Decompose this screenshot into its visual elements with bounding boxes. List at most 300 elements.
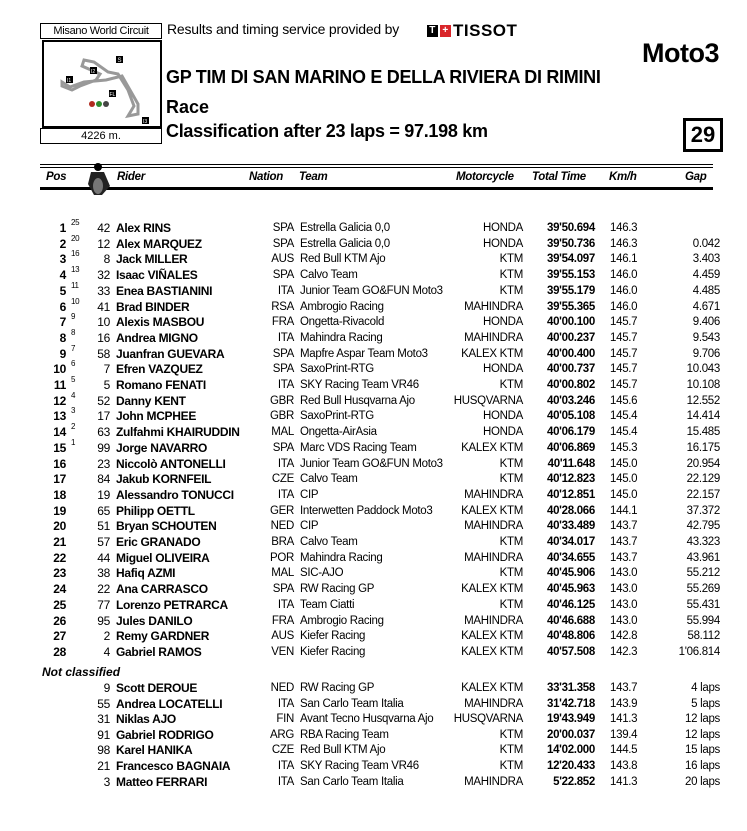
points: 7 xyxy=(71,343,76,353)
col-header-team: Team xyxy=(299,171,328,183)
nation: FIN xyxy=(276,713,294,726)
rider-number: 23 xyxy=(97,456,110,471)
nation: FRA xyxy=(271,316,294,329)
nation: SPA xyxy=(272,269,294,282)
motorcycle: MAHINDRA xyxy=(464,520,523,533)
total-time: 40'46.125 xyxy=(546,598,595,611)
rider-name: Philipp OETTL xyxy=(116,503,195,518)
speed-kmh: 142.3 xyxy=(610,645,638,658)
rider-number: 19 xyxy=(97,487,110,502)
total-time: 31'42.718 xyxy=(546,697,595,710)
gap: 43.961 xyxy=(686,551,720,564)
motorcycle: KTM xyxy=(499,269,523,282)
motorcycle: KALEX KTM xyxy=(461,441,523,454)
table-row xyxy=(0,504,747,519)
position: 13 xyxy=(53,409,66,424)
nation: GER xyxy=(269,504,294,517)
total-time: 40'00.737 xyxy=(546,363,595,376)
position: 27 xyxy=(53,629,66,644)
table-row xyxy=(0,265,747,283)
total-time: 40'11.648 xyxy=(547,457,595,470)
total-time: 39'50.736 xyxy=(546,237,595,250)
points: 5 xyxy=(71,375,76,384)
speed-kmh: 146.3 xyxy=(610,222,638,234)
motorcycle: KTM xyxy=(499,379,523,391)
total-time: 40'06.179 xyxy=(546,426,595,439)
motorcycle: KALEX KTM xyxy=(461,583,523,596)
speed-kmh: 145.6 xyxy=(610,394,638,407)
points: 9 xyxy=(71,312,76,322)
table-row xyxy=(0,280,747,299)
circuit-map xyxy=(42,40,162,128)
motorcycle: HONDA xyxy=(482,426,523,439)
team: Marc VDS Racing Team xyxy=(300,441,417,454)
team: SaxoPrint-RTG xyxy=(300,410,374,423)
nation: ITA xyxy=(277,379,294,391)
speed-kmh: 141.3 xyxy=(610,713,638,726)
motorcycle: KALEX KTM xyxy=(461,504,523,517)
table-row xyxy=(0,312,747,330)
position: 24 xyxy=(53,582,66,597)
points: 6 xyxy=(71,359,76,369)
team: San Carlo Team Italia xyxy=(300,775,404,788)
total-time: 33'31.358 xyxy=(546,682,595,694)
gap: 15.485 xyxy=(686,426,720,439)
motorcycle-rider-icon xyxy=(84,162,112,201)
total-time: 40'46.688 xyxy=(546,614,595,627)
table-row xyxy=(0,519,747,534)
svg-text:I1: I1 xyxy=(67,78,72,84)
circuit-length: 4226 m. xyxy=(40,128,162,144)
gap: 16.175 xyxy=(686,441,720,454)
gap: 4.671 xyxy=(692,300,720,313)
motorcycle: MAHINDRA xyxy=(464,697,523,710)
total-time: 12'20.433 xyxy=(546,760,595,772)
total-time: 40'06.869 xyxy=(546,441,595,454)
classification-title: Classification after 23 laps = 97.198 km xyxy=(166,121,488,141)
rider-name: Gabriel RAMOS xyxy=(116,644,202,659)
rider-number: 12 xyxy=(97,236,110,251)
table-row xyxy=(0,775,747,790)
rider-name: Juanfran GUEVARA xyxy=(116,346,225,361)
speed-kmh: 143.8 xyxy=(610,760,638,772)
table-row xyxy=(0,535,747,550)
rider-name: Alexis MASBOU xyxy=(116,315,205,330)
motorcycle: MAHINDRA xyxy=(464,551,523,564)
motorcycle: KALEX KTM xyxy=(461,645,523,658)
motorcycle: HUSQVARNA xyxy=(453,394,523,407)
nation: AUS xyxy=(271,253,294,266)
nation: CZE xyxy=(271,473,294,486)
motorcycle: KTM xyxy=(499,473,523,486)
gap: 4 laps xyxy=(691,682,720,694)
rider-name: Bryan SCHOUTEN xyxy=(116,519,217,534)
col-header-total-time: Total Time xyxy=(532,171,586,183)
team: RW Racing GP xyxy=(300,583,375,596)
rider-number: 51 xyxy=(97,519,110,534)
position: 5 xyxy=(59,283,66,298)
position: 22 xyxy=(53,550,66,565)
total-time: 39'55.365 xyxy=(546,300,595,313)
motorcycle: HONDA xyxy=(482,316,523,329)
position: 1 xyxy=(59,221,66,235)
team: Red Bull KTM Ajo xyxy=(300,253,386,266)
nation: ITA xyxy=(277,598,294,611)
speed-kmh: 146.1 xyxy=(610,253,638,266)
table-row xyxy=(0,327,747,346)
not-classified-label: Not classified xyxy=(42,665,121,679)
nation: AUS xyxy=(271,630,294,643)
rider-number: 63 xyxy=(97,425,110,440)
position: 18 xyxy=(53,487,66,502)
rider-name: Ana CARRASCO xyxy=(116,582,208,597)
nation: ITA xyxy=(277,775,294,788)
nation: ITA xyxy=(277,331,294,344)
team: SIC-AJO xyxy=(300,567,344,580)
total-time: 40'33.489 xyxy=(546,520,595,533)
nation: SPA xyxy=(272,347,294,360)
rider-number: 52 xyxy=(97,393,110,408)
points: 13 xyxy=(71,265,80,275)
total-time: 40'00.400 xyxy=(546,347,595,360)
total-time: 40'00.802 xyxy=(546,379,595,391)
rider-number: 91 xyxy=(97,727,110,742)
points: 20 xyxy=(71,233,80,243)
motorcycle: KALEX KTM xyxy=(461,682,523,694)
points: 3 xyxy=(71,406,76,416)
position: 11 xyxy=(53,378,66,392)
total-time: 39'55.153 xyxy=(546,269,595,282)
position: 2 xyxy=(59,236,66,251)
gap: 4.459 xyxy=(692,269,720,282)
divider xyxy=(40,187,713,190)
position: 20 xyxy=(53,519,66,534)
rider-name: Zulfahmi KHAIRUDDIN xyxy=(116,425,240,440)
rider-number: 7 xyxy=(103,362,110,377)
team: Estrella Galicia 0,0 xyxy=(300,237,390,250)
table-row xyxy=(0,728,747,743)
rider-name: Efren VAZQUEZ xyxy=(116,362,203,377)
team: RBA Racing Team xyxy=(300,728,389,741)
total-time: 20'00.037 xyxy=(546,728,595,741)
team: Kiefer Racing xyxy=(300,645,366,658)
rider-name: Miguel OLIVEIRA xyxy=(116,550,210,565)
rider-name: Jack MILLER xyxy=(116,252,188,267)
speed-kmh: 143.0 xyxy=(610,567,638,580)
position: 10 xyxy=(53,362,66,377)
points: 10 xyxy=(71,296,80,306)
rider-number: 95 xyxy=(97,613,110,628)
rider-number: 16 xyxy=(97,330,110,345)
rider-number: 99 xyxy=(97,440,110,455)
motorcycle: MAHINDRA xyxy=(464,614,523,627)
nation: MAL xyxy=(271,567,294,580)
total-time: 5'22.852 xyxy=(553,775,595,788)
team: San Carlo Team Italia xyxy=(300,697,404,710)
logo-t-icon: T xyxy=(427,25,438,37)
rider-number: 65 xyxy=(97,503,110,518)
motorcycle: HONDA xyxy=(482,410,523,423)
motorcycle: KTM xyxy=(499,598,523,611)
motorcycle: HONDA xyxy=(482,363,523,376)
total-time: 40'00.237 xyxy=(546,331,595,344)
nation: NED xyxy=(270,520,294,533)
rider-name: Jakub KORNFEIL xyxy=(116,472,212,487)
team: Mahindra Racing xyxy=(300,331,383,344)
col-header-pos: Pos xyxy=(46,171,67,183)
speed-kmh: 145.7 xyxy=(610,363,638,376)
sponsor-logo-text: TISSOT xyxy=(453,21,518,40)
gap: 55.212 xyxy=(686,567,720,580)
motorcycle: KTM xyxy=(499,457,523,470)
total-time: 40'45.906 xyxy=(546,567,595,580)
rider-number: 98 xyxy=(97,743,110,758)
rider-name: Gabriel RODRIGO xyxy=(116,727,214,742)
svg-text:I2: I2 xyxy=(91,69,96,75)
nation: ITA xyxy=(277,284,294,297)
gap: 16 laps xyxy=(685,760,720,772)
position: 6 xyxy=(59,299,66,314)
motorcycle: KTM xyxy=(499,744,523,757)
nation: ITA xyxy=(277,488,294,501)
motorcycle: HONDA xyxy=(482,222,523,234)
gap: 20.954 xyxy=(686,457,720,470)
table-row xyxy=(0,743,747,758)
divider xyxy=(40,167,713,168)
rider-name: Romano FENATI xyxy=(116,378,206,392)
rider-name: Niccolò ANTONELLI xyxy=(116,456,226,471)
session-name: Race xyxy=(166,97,210,117)
rider-name: Karel HANIKA xyxy=(116,743,193,758)
rider-number: 17 xyxy=(97,409,110,424)
table-row xyxy=(0,359,747,377)
table-row xyxy=(0,712,747,727)
rider-name: Hafiq AZMI xyxy=(116,566,176,581)
rider-number: 4 xyxy=(103,644,110,659)
total-time: 40'45.963 xyxy=(546,583,595,596)
position: 9 xyxy=(59,346,66,361)
rider-number: 77 xyxy=(97,597,110,612)
gap: 4.485 xyxy=(692,284,720,297)
total-time: 39'55.179 xyxy=(546,284,595,297)
gap: 42.795 xyxy=(686,520,720,533)
table-row xyxy=(0,233,747,252)
position: 8 xyxy=(59,330,66,345)
gap: 1'06.814 xyxy=(678,645,720,658)
table-row xyxy=(0,598,747,613)
nation: SPA xyxy=(272,583,294,596)
total-time: 14'02.000 xyxy=(546,744,595,757)
rider-number: 2 xyxy=(103,629,110,644)
team: Junior Team GO&FUN Moto3 xyxy=(300,284,443,297)
table-row xyxy=(0,681,747,696)
total-time: 19'43.949 xyxy=(546,713,595,726)
rider-name: Danny KENT xyxy=(116,393,186,408)
gap: 37.372 xyxy=(686,504,720,517)
gap: 0.042 xyxy=(692,237,720,250)
team: Ambrogio Racing xyxy=(300,614,384,627)
team: Calvo Team xyxy=(300,269,358,282)
speed-kmh: 144.1 xyxy=(610,504,638,517)
team: Ambrogio Racing xyxy=(300,300,384,313)
total-time: 40'03.246 xyxy=(546,394,595,407)
motorcycle: KTM xyxy=(499,253,523,266)
nation: FRA xyxy=(271,614,294,627)
rider-name: Lorenzo PETRARCA xyxy=(116,597,228,612)
rider-number: 38 xyxy=(97,566,110,581)
speed-kmh: 142.8 xyxy=(610,630,638,643)
points: 11 xyxy=(71,280,79,290)
motorcycle: HUSQVARNA xyxy=(453,713,523,726)
svg-text:FL: FL xyxy=(109,92,116,98)
team: Red Bull KTM Ajo xyxy=(300,744,386,757)
nation: POR xyxy=(269,551,294,564)
motorcycle: MAHINDRA xyxy=(464,775,523,788)
speed-kmh: 146.0 xyxy=(610,284,638,297)
rider-number: 32 xyxy=(97,268,110,283)
table-row xyxy=(0,218,747,236)
nation: ITA xyxy=(277,457,294,470)
team: Ongetta-Rivacold xyxy=(300,316,385,329)
gap: 43.323 xyxy=(686,536,720,548)
gap: 10.043 xyxy=(686,363,720,376)
swiss-cross-icon: + xyxy=(440,25,451,37)
speed-kmh: 145.0 xyxy=(610,488,638,501)
table-row xyxy=(0,437,747,456)
col-header-motorcycle: Motorcycle xyxy=(456,171,514,183)
gap: 9.706 xyxy=(692,347,720,360)
rider-number: 31 xyxy=(97,712,110,727)
col-header-gap: Gap xyxy=(685,171,707,183)
table-row xyxy=(0,249,747,267)
table-row xyxy=(0,759,747,774)
position: 19 xyxy=(53,503,66,518)
points: 1 xyxy=(71,437,76,447)
team: Interwetten Paddock Moto3 xyxy=(300,504,433,517)
speed-kmh: 143.7 xyxy=(610,520,638,533)
gap: 55.994 xyxy=(686,614,720,627)
position: 26 xyxy=(53,613,66,628)
position: 7 xyxy=(59,315,66,330)
rider-number: 42 xyxy=(97,221,110,235)
speed-kmh: 139.4 xyxy=(610,728,638,741)
rider-name: Andrea LOCATELLI xyxy=(116,696,223,711)
gap: 5 laps xyxy=(691,697,720,710)
circuit-name: Misano World Circuit xyxy=(40,23,162,39)
nation: MAL xyxy=(271,426,294,439)
total-time: 40'48.806 xyxy=(546,630,595,643)
speed-kmh: 144.5 xyxy=(610,744,638,757)
speed-kmh: 143.0 xyxy=(610,614,638,627)
table-row xyxy=(0,566,747,581)
rider-number: 8 xyxy=(103,252,110,267)
total-time: 40'05.108 xyxy=(546,410,595,423)
rider-name: Alex MARQUEZ xyxy=(116,236,202,251)
gap: 15 laps xyxy=(685,744,720,757)
nation: SPA xyxy=(272,222,294,234)
table-row xyxy=(0,629,747,644)
nation: CZE xyxy=(271,744,294,757)
rider-name: Matteo FERRARI xyxy=(116,774,208,789)
rider-name: Eric GRANADO xyxy=(116,535,201,549)
position: 21 xyxy=(53,535,66,549)
rider-number: 41 xyxy=(97,299,110,314)
gap: 22.129 xyxy=(686,473,720,486)
nation: ITA xyxy=(277,760,294,772)
points: 8 xyxy=(71,327,76,337)
team: CIP xyxy=(300,520,319,533)
class-name: Moto3 xyxy=(642,38,719,68)
team: SKY Racing Team VR46 xyxy=(300,760,419,772)
motorcycle: KTM xyxy=(499,728,523,741)
team: Team Ciatti xyxy=(300,598,355,611)
speed-kmh: 143.0 xyxy=(610,583,638,596)
position: 14 xyxy=(53,425,66,440)
speed-kmh: 143.7 xyxy=(610,682,638,694)
speed-kmh: 143.7 xyxy=(610,551,638,564)
nation: ARG xyxy=(269,728,294,741)
points: 2 xyxy=(71,422,76,432)
timing-provider-text: Results and timing service provided by xyxy=(167,21,400,37)
team: Kiefer Racing xyxy=(300,630,366,643)
nation: SPA xyxy=(272,363,294,376)
table-row xyxy=(0,406,747,424)
rider-number: 57 xyxy=(97,535,110,549)
speed-kmh: 145.3 xyxy=(610,441,638,454)
nation: VEN xyxy=(271,645,294,658)
team: SKY Racing Team VR46 xyxy=(300,379,419,391)
table-row xyxy=(0,645,747,660)
rider-name: Jorge NAVARRO xyxy=(116,440,207,455)
rider-name: John MCPHEE xyxy=(116,409,197,424)
rider-name: Remy GARDNER xyxy=(116,629,210,644)
motorcycle: MAHINDRA xyxy=(464,488,523,501)
table-row xyxy=(0,551,747,566)
rider-name: Jules DANILO xyxy=(116,613,193,628)
speed-kmh: 146.0 xyxy=(610,269,638,282)
motorcycle: KTM xyxy=(499,284,523,297)
total-time: 40'57.508 xyxy=(546,645,595,658)
motorcycle: KTM xyxy=(499,567,523,580)
gap: 12.552 xyxy=(686,394,720,407)
total-time: 40'12.823 xyxy=(546,473,595,486)
col-header-rider: Rider xyxy=(117,171,145,183)
team: Calvo Team xyxy=(300,473,358,486)
rider-number: 58 xyxy=(97,346,110,361)
table-row xyxy=(0,614,747,629)
points: 4 xyxy=(71,390,76,400)
total-time: 39'54.097 xyxy=(546,253,595,266)
table-row xyxy=(0,375,747,393)
speed-kmh: 145.0 xyxy=(610,457,638,470)
gap: 10.108 xyxy=(686,379,720,391)
total-time: 40'34.655 xyxy=(546,551,595,564)
nation: GBR xyxy=(269,410,294,423)
rider-number: 5 xyxy=(103,378,110,392)
team: Avant Tecno Husqvarna Ajo xyxy=(300,713,434,726)
rider-name: Alessandro TONUCCI xyxy=(116,487,234,502)
motorcycle: MAHINDRA xyxy=(464,331,523,344)
team: SaxoPrint-RTG xyxy=(300,363,374,376)
speed-kmh: 143.0 xyxy=(610,598,638,611)
rider-name: Niklas AJO xyxy=(116,712,176,727)
rider-name: Enea BASTIANINI xyxy=(116,283,213,298)
nation: NED xyxy=(270,682,294,694)
table-row xyxy=(0,472,747,487)
total-time: 40'28.066 xyxy=(546,504,595,517)
speed-kmh: 145.7 xyxy=(610,347,638,360)
team: Ongetta-AirAsia xyxy=(300,426,377,439)
